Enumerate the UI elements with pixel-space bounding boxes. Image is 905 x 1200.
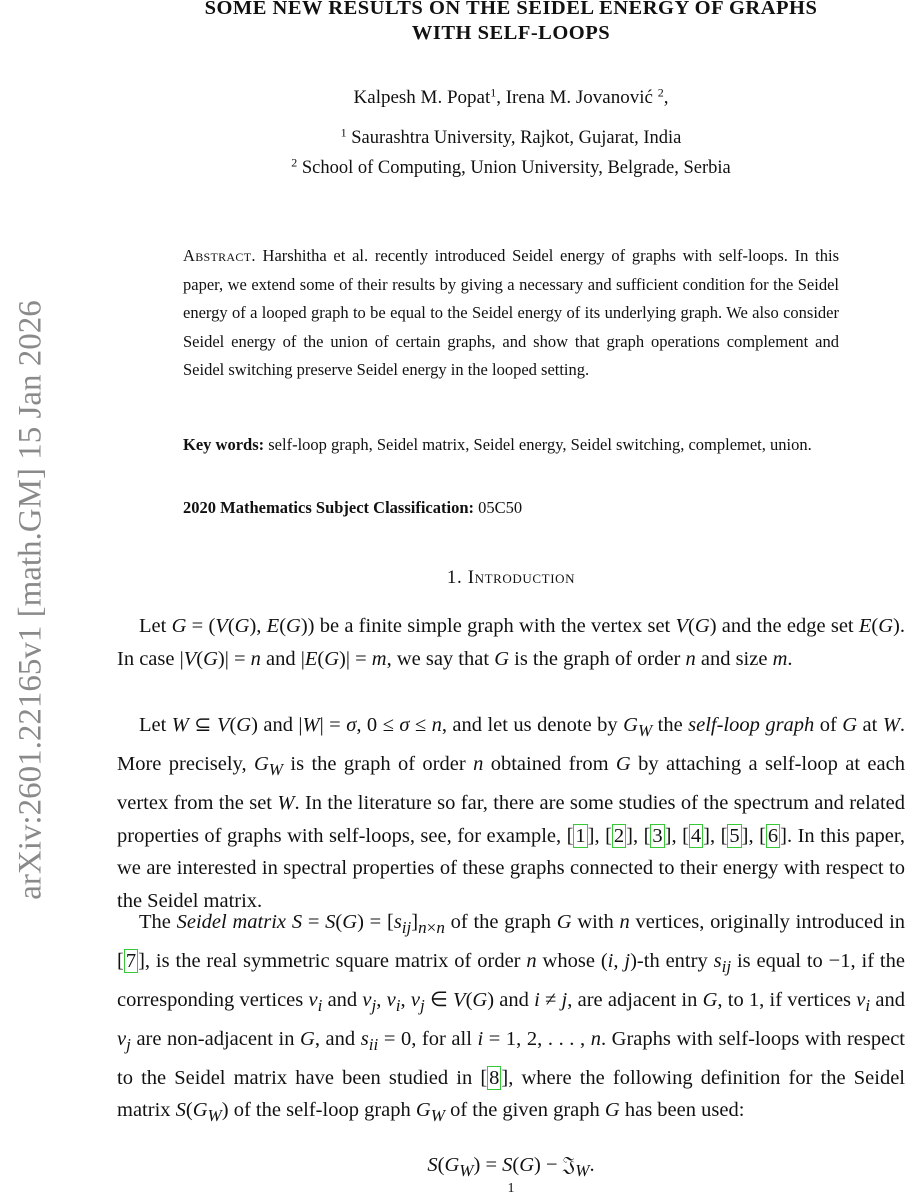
affiliation-2-text: School of Computing, Union University, Belgrade, Serbia (301, 158, 731, 178)
msc-value: 05C50 (478, 498, 523, 517)
intro-paragraph-2: Let W ⊆ V(G) and |W| = σ, 0 ≤ σ ≤ n, and let us denote by $G_W$ the self-loop graph of G at W. More precisely, $G_W$ is the graph of order n obtained from G by attaching a self-loop at each vertex from the set W. In the literature so far, there are some studies of the spectrum and related properties of graphs with self-loops, see, for example, [1], [2], [3], [4], [5], [6]. In this paper, we are interested in spectral properties of these graphs connected to their energy with respect to the Seidel matrix. (117, 714, 905, 913)
arxiv-identifier-stamp: arXiv:2601.22165v1 [math.GM] 15 Jan 2026 (12, 300, 49, 900)
abstract-label: Abstract. (183, 246, 256, 265)
affiliation-2-mark: 2 (291, 155, 298, 170)
abstract (183, 242, 839, 385)
author-1-affiliation-mark: 1 (490, 85, 497, 100)
paper-title (117, 0, 905, 46)
affiliation-2 (117, 156, 905, 180)
affiliation-1 (117, 126, 905, 150)
title-line-1: SOME NEW RESULTS ON THE SEIDEL ENERGY OF GRAPHS (204, 0, 818, 19)
keywords (183, 431, 839, 459)
keywords-text: self-loop graph, Seidel matrix, Seidel energy, Seidel switching, complemet, union. (268, 435, 812, 454)
citation-link-8[interactable]: 8 (489, 1066, 500, 1089)
citation-link-5[interactable]: 5 (729, 824, 740, 847)
section-number: 1. (446, 567, 463, 588)
section-title: Introduction (467, 567, 576, 588)
citation-link-6[interactable]: 6 (767, 824, 779, 847)
citation-link-2[interactable]: 2 (613, 824, 625, 847)
author-line (117, 86, 905, 110)
author-1-name: Kalpesh M. Popat (353, 87, 491, 108)
seidel-matrix-equation: $S(G_W) = S(G)$ − 𝔍$_W$. (427, 1154, 595, 1181)
affiliation-1-mark: 1 (340, 125, 347, 140)
abstract-text: Harshitha et al. recently introduced Seidel energy of graphs with self-loops. In this paper, we extend some of their results by giving a necessary and sufficient condition for the Seidel energy of a looped graph to be equal to the Seidel energy of its underlying graph. We also consider Seidel energy of the union of certain graphs, and show that graph operations complement and Seidel switching preserve Seidel energy in the looped setting. (183, 246, 840, 380)
title-line-2: WITH SELF-LOOPS (411, 22, 611, 44)
author-trailing-comma: , (663, 87, 669, 108)
page-number: 1 (507, 1181, 515, 1196)
author-2-name: Irena M. Jovanović (505, 87, 653, 108)
citation-link-4[interactable]: 4 (690, 824, 702, 847)
section-heading-introduction (117, 567, 905, 589)
citation-link-1[interactable]: 1 (575, 824, 586, 847)
author-2-affiliation-mark: 2 (657, 85, 664, 100)
affiliation-1-text: Saurashtra University, Rajkot, Gujarat, India (351, 128, 682, 148)
intro-paragraph-1: Let G = (V(G), E(G)) be a finite simple graph with the vertex set V(G) and the edge set E(G). In case |V(G)| = n and |E(G)| = m, we say that G is the graph of order n and size m. (117, 615, 905, 670)
citation-link-3[interactable]: 3 (652, 824, 663, 847)
msc-classification (183, 494, 839, 522)
citation-link-7[interactable]: 7 (125, 949, 137, 972)
keywords-label: Key words: (183, 435, 265, 454)
intro-paragraph-3: The Seidel matrix $S = S(G) = [s_{ij}]_{n\times n}$ of the graph G with n vertices, originally introduced in [7], is the real symmetric square matrix of order n whose (i, j)-th entry $s_{ij}$ is equal to −1, if the corresponding vertices $v_i$ and $v_j$, $v_i$, $v_j$ ∈ V(G) and i ≠ j, are adjacent in G, to 1, if vertices $v_i$ and $v_j$ are non-adjacent in G, and $s_{ii} = 0$, for all i = 1, 2, . . . , n. Graphs with self-loops with respect to the Seidel matrix have been studied in [8], where the following definition for the Seidel matrix $S(G_W)$ of the self-loop graph $G_W$ of the given graph G has been used: (117, 911, 905, 1126)
author-separator: , (496, 87, 506, 108)
msc-label: 2020 Mathematics Subject Classification: (183, 498, 475, 517)
